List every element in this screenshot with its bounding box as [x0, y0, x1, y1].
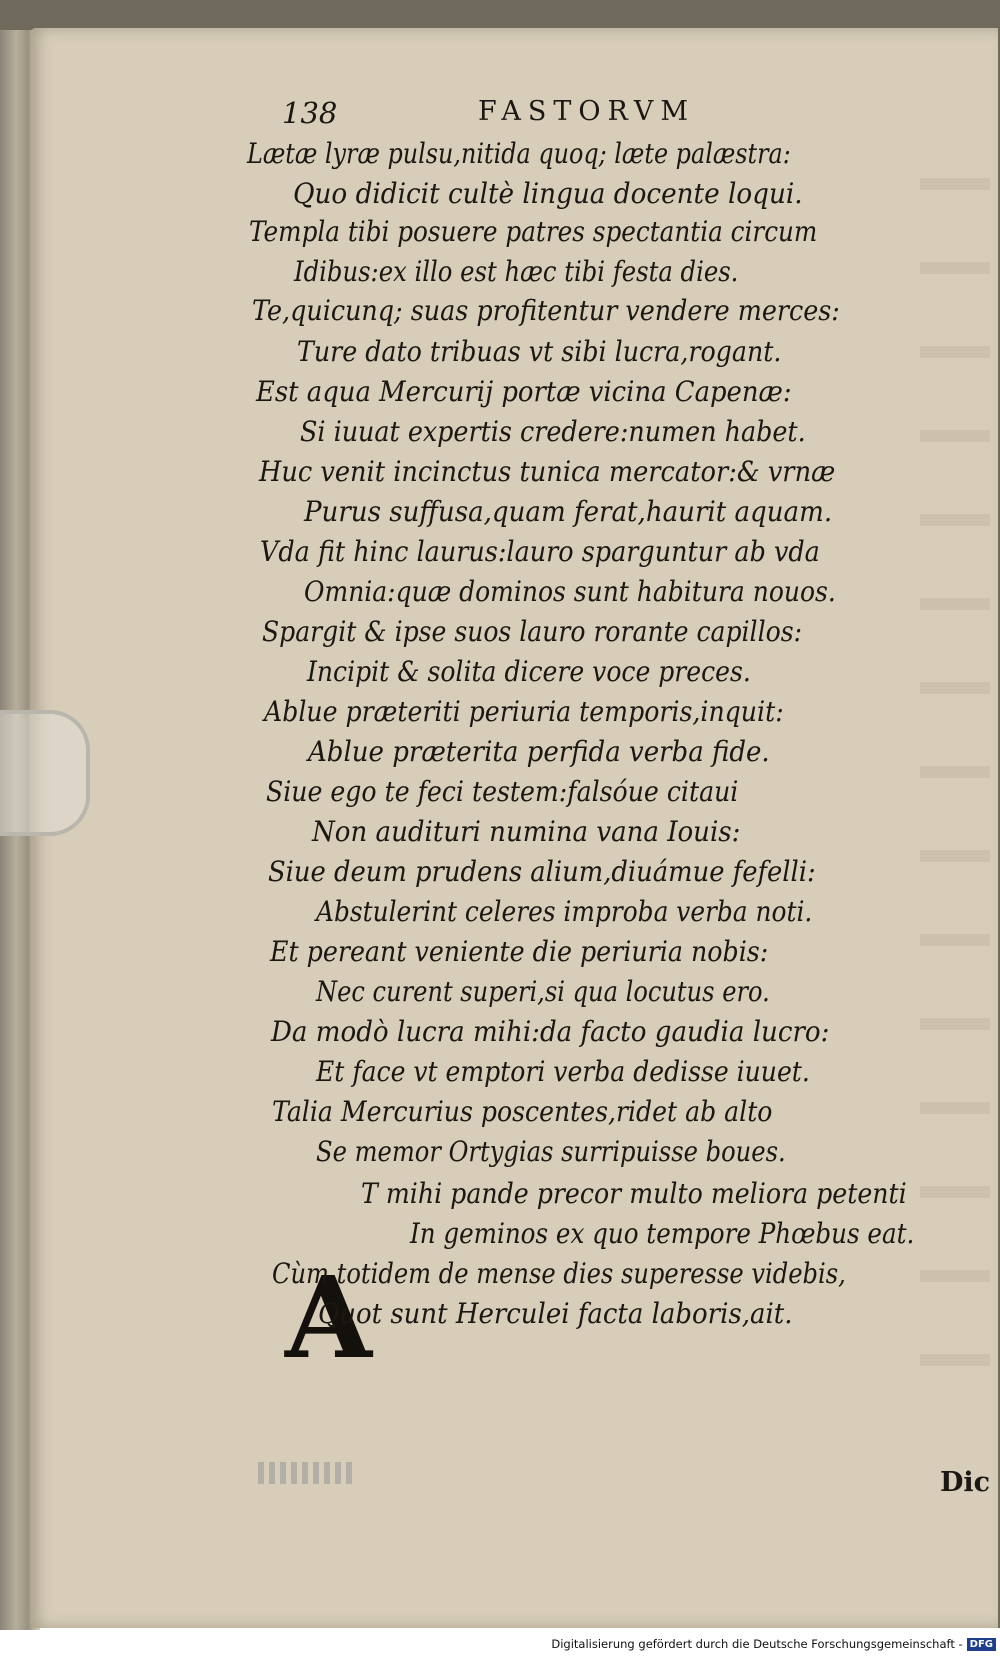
- verse-line: Quot sunt Herculei facta laboris,ait.: [318, 1297, 793, 1330]
- drop-cap: A: [285, 1253, 372, 1384]
- verse-line: Incipit & solita dicere voce preces.: [307, 655, 751, 688]
- verse-line: Te,quicunq; suas profitentur vendere merces:: [252, 294, 840, 327]
- running-head: FASTORVM: [478, 96, 696, 127]
- verse-line: Vda fit hinc laurus:lauro sparguntur ab vda: [260, 535, 820, 568]
- verse-line: Ablue præterita perfida verba fide.: [308, 735, 770, 768]
- verse-line: Et face vt emptori verba dedisse iuuet.: [316, 1055, 810, 1088]
- verse-line: Non audituri numina vana Iouis:: [312, 815, 741, 848]
- verse-line: Siue deum prudens alium,diuámue fefelli:: [268, 855, 816, 888]
- verse-line: Talia Mercurius poscentes,ridet ab alto: [272, 1095, 773, 1128]
- verse-line: Est aqua Mercurij portæ vicina Capenæ:: [256, 375, 792, 408]
- verse-line: Templa tibi posuere patres spectantia circum: [249, 215, 818, 248]
- verse-line: Abstulerint celeres improba verba noti.: [316, 895, 813, 928]
- verse-line: Si iuuat expertis credere:numen habet.: [300, 415, 806, 448]
- library-stamp: [258, 1462, 356, 1484]
- verse-line: Da modò lucra mihi:da facto gaudia lucro:: [271, 1015, 830, 1048]
- verse-line: Lætæ lyræ pulsu,nitida quoq; læte palæstra:: [247, 137, 791, 170]
- digitization-credit: [551, 1637, 996, 1651]
- catchword: Dic: [940, 1467, 991, 1498]
- verse-line: Ture dato tribuas vt sibi lucra,rogant.: [297, 335, 782, 368]
- verse-line: Se memor Ortygias surripuisse boues.: [316, 1135, 786, 1168]
- verse-line: Huc venit incinctus tunica mercator:& vrnæ: [259, 455, 836, 488]
- verse-line: Idibus:ex illo est hæc tibi festa dies.: [294, 255, 739, 288]
- dfg-logo: DFG: [967, 1638, 996, 1651]
- verse-line: T mihi pande precor multo meliora petenti: [361, 1177, 907, 1210]
- credit-text: Digitalisierung gefördert durch die Deutsche Forschungsgemeinschaft -: [551, 1637, 963, 1651]
- page-clip: [0, 710, 90, 836]
- verse-line: Cùm totidem de mense dies superesse videbis,: [272, 1257, 846, 1290]
- verse-line: Ablue præteriti periuria temporis,inquit:: [264, 695, 784, 728]
- bleed-through-text: [920, 148, 990, 1398]
- verse-line: Et pereant veniente die periuria nobis:: [270, 935, 769, 968]
- verse-line: Spargit & ipse suos lauro rorante capillos:: [262, 615, 803, 648]
- verse-line: Purus suffusa,quam ferat,haurit aquam.: [304, 495, 833, 528]
- verse-line: Siue ego te feci testem:falsóue citaui: [266, 775, 739, 808]
- verse-line: In geminos ex quo tempore Phœbus eat.: [410, 1217, 915, 1250]
- verse-line: Omnia:quæ dominos sunt habitura nouos.: [304, 575, 836, 608]
- page-number: 138: [282, 96, 338, 130]
- verse-line: Quo didicit cultè lingua docente loqui.: [293, 177, 803, 210]
- verse-line: Nec curent superi,si qua locutus ero.: [316, 975, 770, 1008]
